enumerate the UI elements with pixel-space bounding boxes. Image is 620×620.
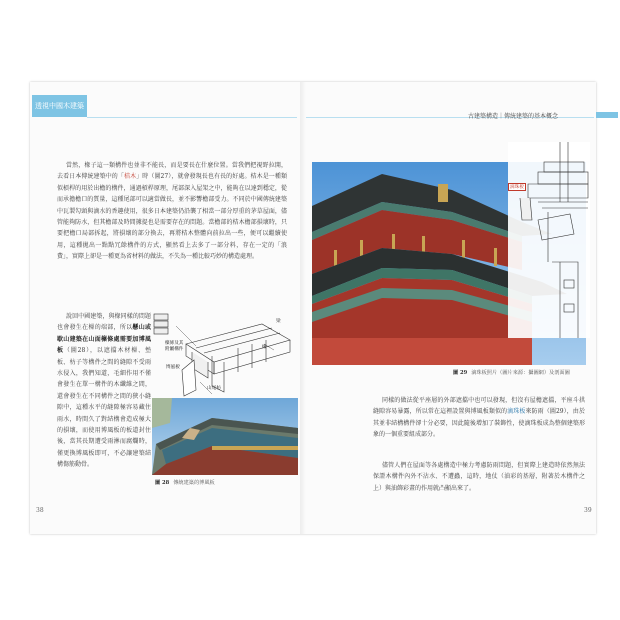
left-header-rule bbox=[87, 117, 297, 118]
left-paragraph-1 bbox=[57, 160, 287, 302]
left-para2-b: （圖28），以遮擋木材檁、墊板、枋子等構件之間的縫隙不受雨水侵入，我們知道，毛細作用不僅會發生在單一構件的木纖維之間，還會發生在不同構件之間的狹小縫隙中，這種水平的縫隙極容易藏住雨水，時間久了對結構會造成極大的損壞，而使用博風板的板道封住後，當其長期遭受雨淋而腐爛時，僅更換博風板即可，不必讓建築結構傷筋動骨。 bbox=[57, 347, 151, 469]
term-highlight: 桔木 bbox=[124, 173, 137, 181]
right-para1-b: 來防雨（圖29），由於其並非結構構件卻十分必要，因此隨後增加了裝飾性，使滴珠板成為整個建築形象的一個重要組成部分。 bbox=[373, 408, 585, 439]
right-para2: 儘管人們在屋面等各處構造中極力考慮防雨問題，但實際上建造時依然無法保證木構件內外不沾水、不遭蟲，這時，地仗（油彩的基層，附著於木構件之上）與油飾彩畫的作用就凸顯出來了。 bbox=[373, 462, 585, 492]
term-highlight-blue: 滴珠板 bbox=[507, 408, 526, 416]
figure-29-text: 滴珠板照片（圖片來源：攝圖網）及剖面圖 bbox=[471, 370, 570, 376]
figure-28-caption bbox=[155, 479, 215, 486]
left-para2-a: 說回中國建築，與椽同樣的問題也會發生在檁的端部，所以 bbox=[57, 313, 151, 332]
diagram-label-bargeboard: 博風板 bbox=[166, 365, 180, 370]
right-paragraph-1 bbox=[373, 395, 585, 453]
figure-29-caption bbox=[453, 369, 570, 376]
drip-board-section bbox=[508, 142, 590, 338]
bargeboard-photo bbox=[152, 398, 298, 475]
diagram-label-purlins-2: 附屬構件 bbox=[165, 347, 184, 352]
drip-board-label: 滴珠板 bbox=[510, 185, 524, 190]
book-gutter bbox=[300, 82, 306, 534]
series-tab: 透視中國木建築 bbox=[32, 95, 87, 117]
chapter-title: 古建築構造｜傳統建築的基本概念 bbox=[468, 113, 559, 120]
left-page-number: 38 bbox=[36, 507, 44, 514]
figure-29-number: 圖 29 bbox=[453, 370, 468, 376]
diagram-label-purlins-1: 檁條及其 bbox=[165, 341, 184, 346]
left-para1-b: 」時（圖27），就會發現長也有長的好處。桔木是一種類似槓桿的用於出檐的構件，通過槓桿原理，尾部深入屋架之中，能夠在以達到穩定，從而承擔檐口的質量，這種尾部可以適當做長，並不影響檐部受力。不同於中國傳統建築中瓦製勾頭與滴水的香趣使用，很多日本建築仍沿襲了相當一部分厚重的茅草屋面，儘管能夠防水，但其檐部及時間據提也是需要存在的問題。當檐部的桔木檐部損壞時，只要把檐口局部拆起，將損壞的部分換去，再將桔木整體向前拉出一些，便可以繼續使用，這種拋出一點點冗餘構件的方式，顯然看上去多了一部分料，存在一定的「浪費」，實際上卻是一種更為省材料的做法，不失為一種比較巧妙的構造處理。 bbox=[57, 173, 287, 261]
right-paragraph-2 bbox=[373, 460, 585, 496]
diagram-label-rafter: 椽 bbox=[262, 345, 267, 350]
figure-28-text: 傳統建築的博風板 bbox=[173, 480, 215, 486]
left-para1-a: 當然，椽子這一類構件也並非不能長，而是要長在什麼位置。當我們把視野拉開，去看日本傳統建築中的「 bbox=[57, 162, 287, 181]
diagram-label-beam: 梁 bbox=[276, 319, 281, 324]
emphasis-text: 懸山或歇山建築在山面檁條處需要加博風板 bbox=[57, 324, 151, 355]
figure-28-number: 圖 28 bbox=[155, 480, 170, 486]
diagram-label-tail-beam: 山尾枋 bbox=[207, 386, 221, 391]
right-para1-a: 同樣的做法從平座層的外部遮擋中也可以發現，但沒有屋檐遮擋，平座斗拱縫隙容易暴露，所以常在這裡設置與博風板類似的 bbox=[373, 397, 585, 416]
right-page-number: 39 bbox=[584, 507, 592, 514]
chapter-bar bbox=[596, 112, 618, 118]
left-paragraph-2 bbox=[57, 311, 151, 511]
